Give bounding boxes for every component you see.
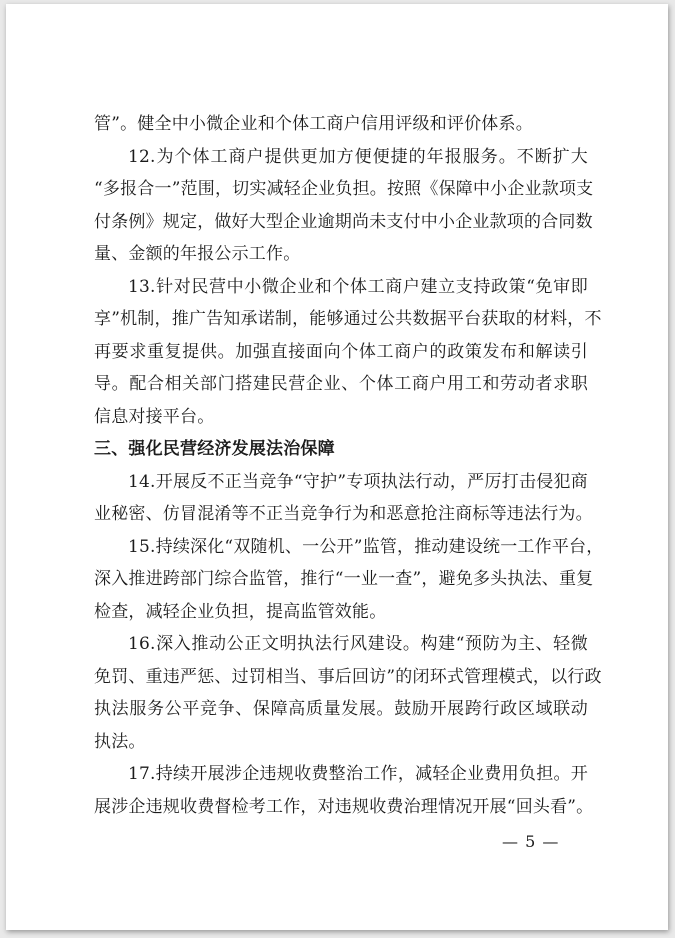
text-line: 业秘密、仿冒混淆等不正当竞争行为和恶意抢注商标等违法行为。 xyxy=(94,504,593,524)
section-heading: 三、强化民营经济发展法治保障 xyxy=(94,439,335,459)
text-line: 执法服务公平竞争、保障高质量发展。鼓励开展跨行政区域联动 xyxy=(94,699,588,719)
text-line: 管”。健全中小微企业和个体工商户信用评级和评价体系。 xyxy=(94,114,533,134)
text-line: 量、金额的年报公示工作。 xyxy=(94,244,301,264)
text-line: 检查，减轻企业负担，提高监管效能。 xyxy=(94,601,387,622)
document-body xyxy=(94,108,604,823)
text-line: 免罚、重违严惩、过罚相当、事后回访”的闭环式管理模式，以行政 xyxy=(94,666,602,687)
text-line: 信息对接平台。 xyxy=(94,406,215,427)
paragraph-14-start: 14.开展反不正当竞争“守护”专项执法行动，严厉打击侵犯商 xyxy=(128,471,588,492)
paragraph-12-start: 12.为个体工商户提供更加方便便捷的年报服务。不断扩大 xyxy=(128,146,588,167)
text-line: 执法。 xyxy=(94,731,146,752)
text-line: 享”机制，推广告知承诺制，能够通过公共数据平台获取的材料，不 xyxy=(94,309,602,329)
text-line: 再要求重复提供。加强直接面向个体工商户的政策发布和解读引 xyxy=(94,341,588,362)
page-number: — 5 — xyxy=(502,832,560,851)
document-page xyxy=(6,4,668,930)
paragraph-13-start: 13.针对民营中小微企业和个体工商户建立支持政策“免审即 xyxy=(128,276,588,297)
paragraph-16-start: 16.深入推动公正文明执法行风建设。构建“预防为主、轻微 xyxy=(128,634,588,654)
text-line: “多报合一”范围，切实减轻企业负担。按照《保障中小企业款项支 xyxy=(94,179,594,199)
paragraph-17-start: 17.持续开展涉企违规收费整治工作，减轻企业费用负担。开 xyxy=(128,764,588,784)
text-line: 付条例》规定，做好大型企业逾期尚未支付中小企业款项的合同数 xyxy=(94,211,593,232)
text-line: 展涉企违规收费督检考工作，对违规收费治理情况开展“回头看”。 xyxy=(94,796,594,817)
text-line: 导。配合相关部门搭建民营企业、个体工商户用工和劳动者求职 xyxy=(94,374,588,394)
text-line: 深入推进跨部门综合监管，推行“一业一查”，避免多头执法、重复 xyxy=(94,569,594,589)
paragraph-15-start: 15.持续深化“双随机、一公开”监管，推动建设统一工作平台， xyxy=(128,536,604,557)
